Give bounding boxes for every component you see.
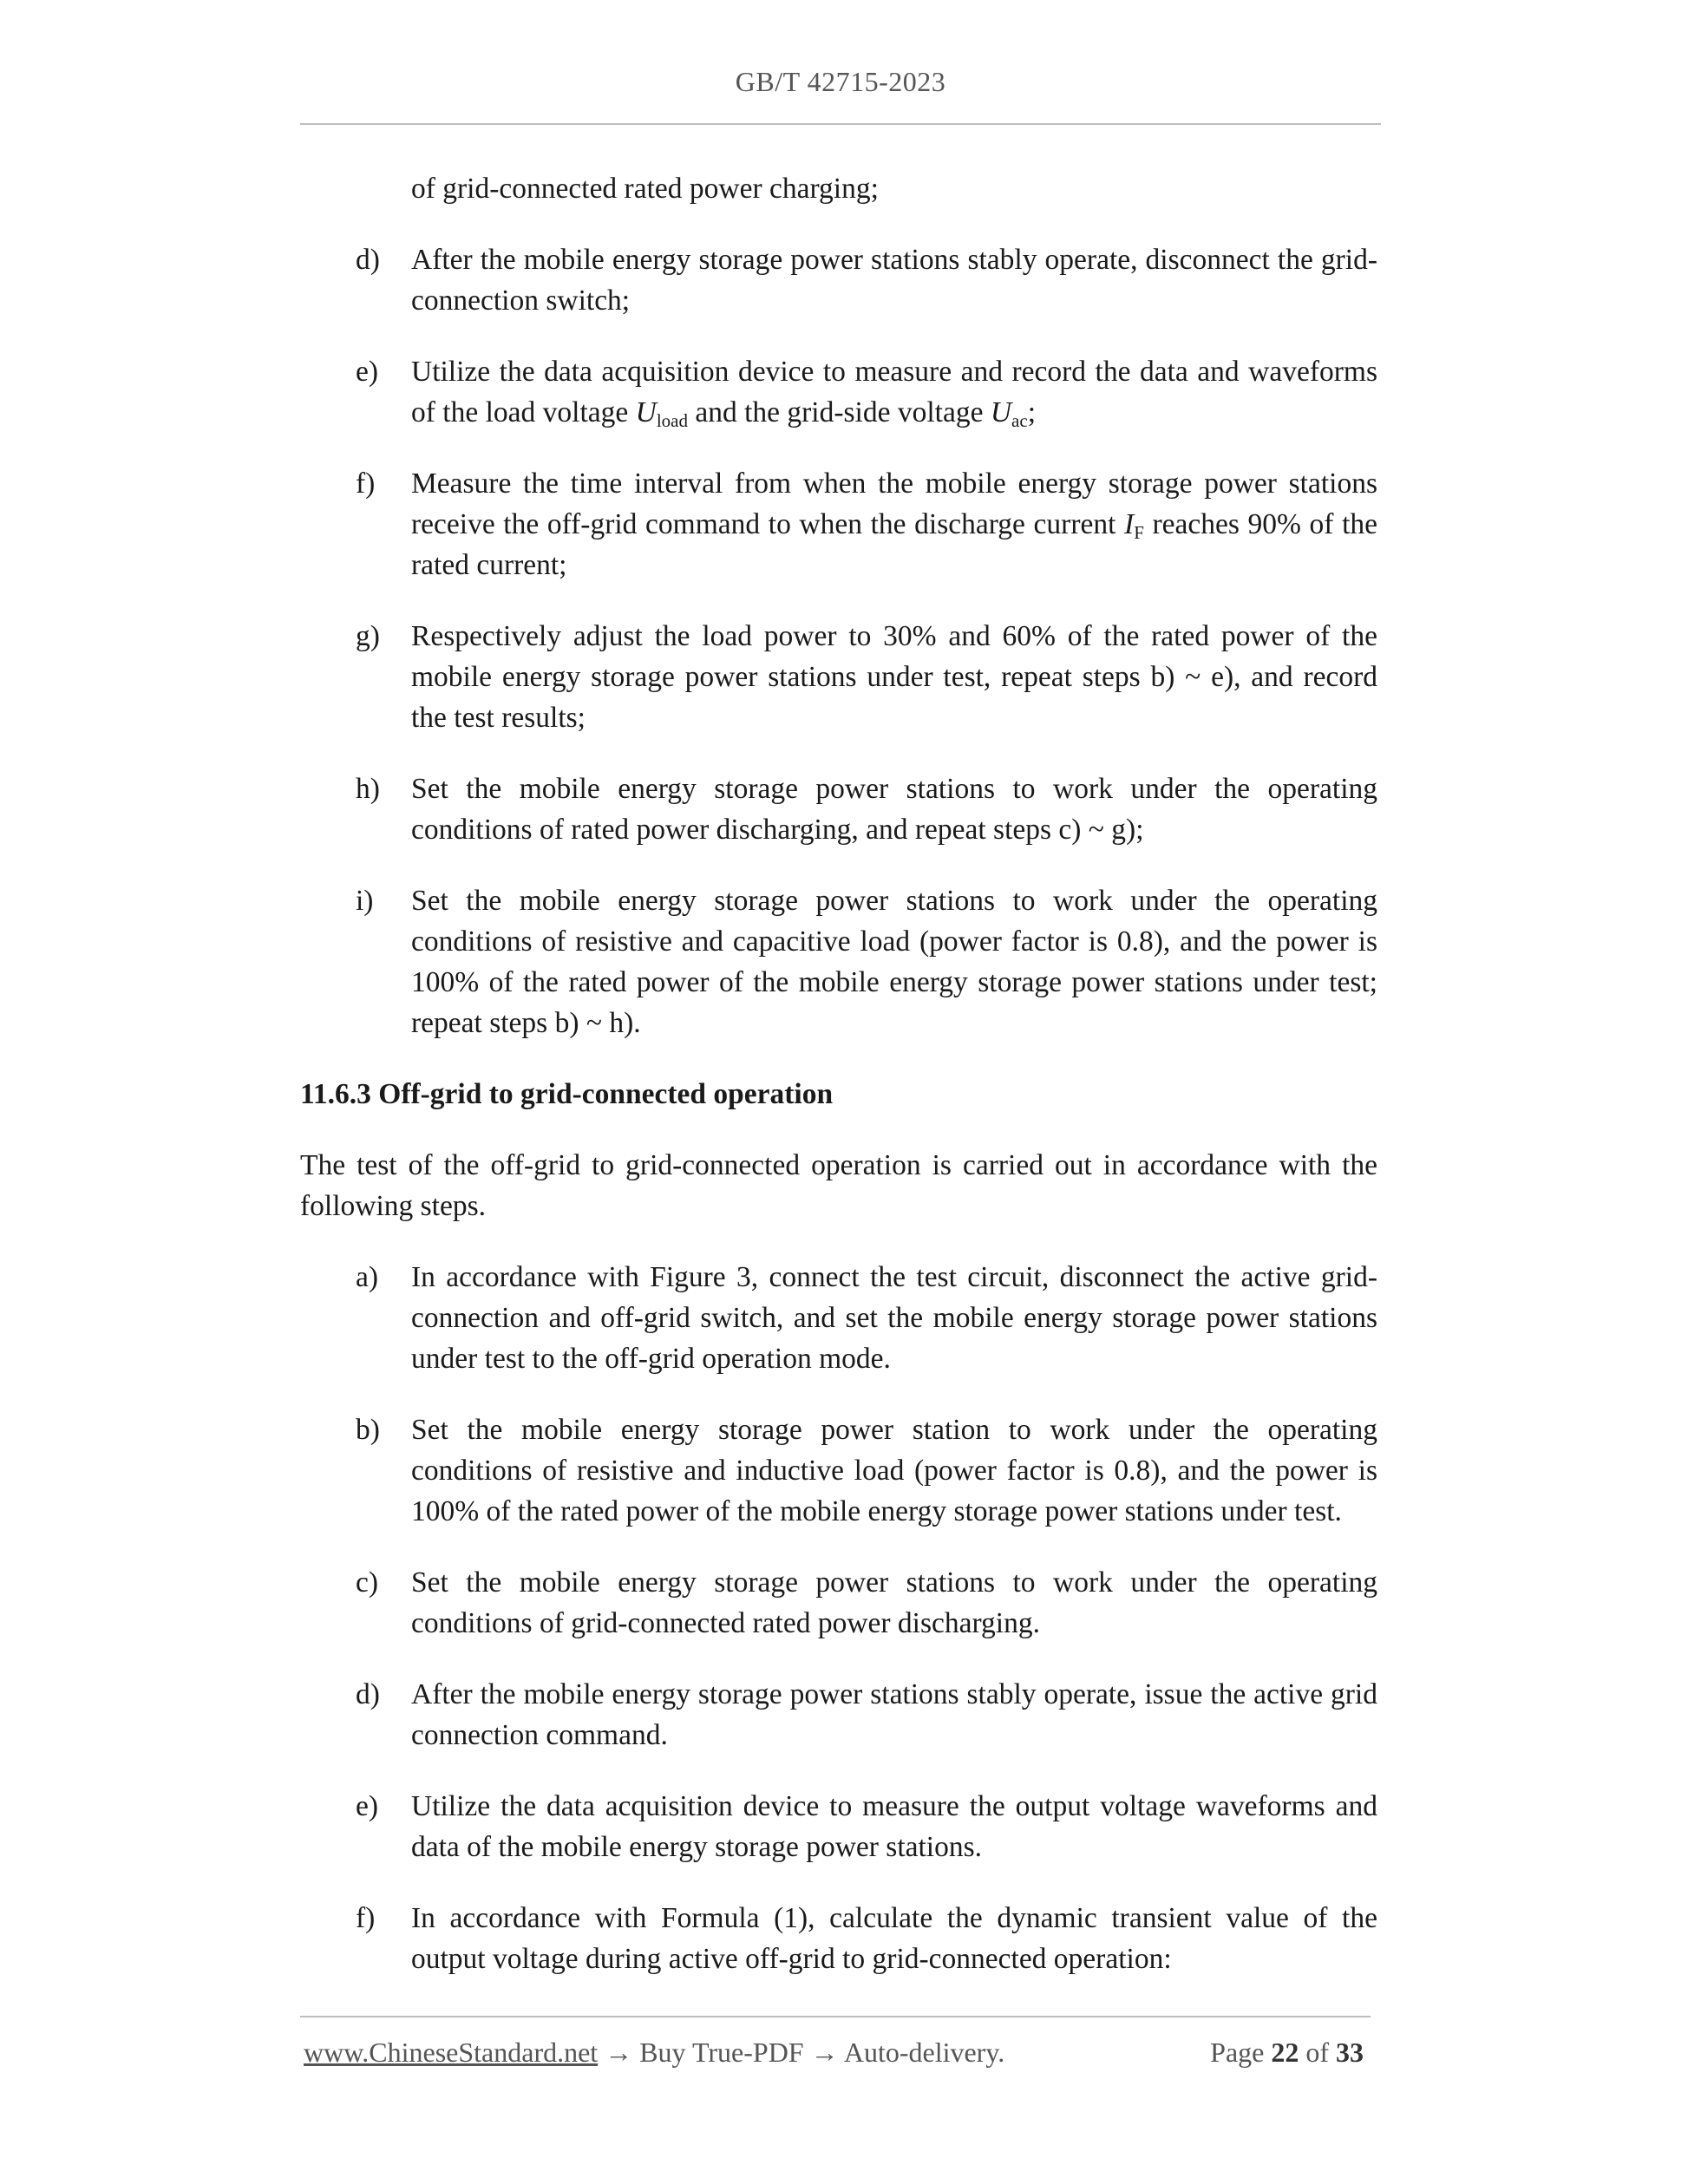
current-page: 22 bbox=[1271, 2037, 1299, 2068]
list-item-label: g) bbox=[356, 620, 380, 652]
variable-symbol: I bbox=[1124, 508, 1135, 540]
list-item-f2 bbox=[300, 1898, 1377, 1979]
list-item-label: b) bbox=[356, 1414, 380, 1446]
of-word: of bbox=[1299, 2037, 1336, 2068]
section-intro: The test of the off-grid to grid-connected operation is carried out in accordance with the following steps. bbox=[300, 1149, 1377, 1222]
list-item-text: In accordance with Figure 3, connect the test circuit, disconnect the active grid-connection and off-grid switch, and set the mobile energy storage power stations under test to the off-grid operation mode. bbox=[411, 1261, 1377, 1375]
footer-promo bbox=[304, 2037, 1004, 2069]
text-segment: Measure the time interval from when the mobile energy storage power stations receive the off-grid command to when the discharge current bbox=[411, 468, 1377, 540]
page-header: GB/T 42715-2023 bbox=[735, 66, 946, 97]
footer-divider bbox=[300, 2016, 1371, 2017]
list-item-g bbox=[300, 616, 1377, 738]
list-item-text: Utilize the data acquisition device to measure the output voltage waveforms and data of the mobile energy storage power stations. bbox=[411, 1790, 1377, 1863]
list-item-label: f) bbox=[356, 1902, 376, 1934]
list-item-text: Set the mobile energy storage power stations to work under the operating conditions of grid-connected rated power discharging. bbox=[411, 1566, 1377, 1639]
list-item-d bbox=[300, 239, 1377, 321]
page-body bbox=[300, 168, 1377, 2010]
list-item-label: d) bbox=[356, 1678, 380, 1710]
list-item-label: a) bbox=[356, 1261, 379, 1293]
variable-subscript: load bbox=[656, 410, 688, 431]
list-item-f bbox=[300, 463, 1377, 585]
list-item-text: Set the mobile energy storage power stations to work under the operating conditions of rated power discharging, and repeat steps c) ~ g); bbox=[411, 773, 1377, 846]
variable-subscript: F bbox=[1134, 522, 1144, 543]
variable-subscript: ac bbox=[1011, 410, 1028, 431]
list-item-label: h) bbox=[356, 773, 380, 805]
list-item-continued bbox=[300, 168, 1377, 209]
list-item-d2 bbox=[300, 1674, 1377, 1756]
list-item-i bbox=[300, 880, 1377, 1043]
list-item-label: c) bbox=[356, 1566, 379, 1599]
text-segment: Utilize the data acquisition device to measure and record the data and waveforms of the load voltage bbox=[411, 356, 1377, 428]
list-item-text: of grid-connected rated power charging; bbox=[411, 173, 879, 205]
header-divider bbox=[300, 123, 1381, 125]
list-item-label: e) bbox=[356, 1790, 379, 1822]
list-item-c bbox=[300, 1562, 1377, 1644]
list-item-text bbox=[411, 351, 1377, 433]
list-item-text: Set the mobile energy storage power stations to work under the operating conditions of resistive and capacitive load (power factor is 0.8), and the power is 100% of the rated power of the mobile energy storage power stations under test; repeat steps b) ~ h). bbox=[411, 885, 1377, 1039]
section-heading: 11.6.3 Off-grid to grid-connected operation bbox=[300, 1078, 834, 1110]
list-item-label: f) bbox=[356, 468, 376, 500]
list-item-text: Respectively adjust the load power to 30% and 60% of the rated power of the mobile energy storage power stations under test, repeat steps b) ~ e), and record the test results; bbox=[411, 620, 1377, 734]
list-item-text: In accordance with Formula (1), calculate the dynamic transient value of the output voltage during active off-grid to grid-connected operation: bbox=[411, 1902, 1377, 1975]
list-item-text: After the mobile energy storage power stations stably operate, disconnect the grid-connection switch; bbox=[411, 244, 1377, 317]
list-item-text: Set the mobile energy storage power station to work under the operating conditions of resistive and inductive load (power factor is 0.8), and the power is 100% of the rated power of the mobile energy storage power stations under test. bbox=[411, 1414, 1377, 1527]
list-item-a bbox=[300, 1257, 1377, 1379]
page-number bbox=[1210, 2037, 1364, 2069]
list-item-h bbox=[300, 768, 1377, 850]
list-item-e bbox=[300, 351, 1377, 433]
page-word: Page bbox=[1210, 2037, 1272, 2068]
list-item-label: d) bbox=[356, 244, 380, 276]
list-item-label: i) bbox=[356, 885, 374, 917]
list-item-text: After the mobile energy storage power stations stably operate, issue the active grid connection command. bbox=[411, 1678, 1377, 1751]
list-item-label: e) bbox=[356, 356, 379, 388]
variable-symbol: U bbox=[990, 396, 1012, 428]
total-pages: 33 bbox=[1336, 2037, 1364, 2068]
list-item-b bbox=[300, 1409, 1377, 1532]
list-item-e2 bbox=[300, 1786, 1377, 1867]
website-link[interactable]: www.ChineseStandard.net bbox=[304, 2037, 599, 2068]
text-segment: and the grid-side voltage bbox=[687, 396, 991, 428]
variable-symbol: U bbox=[635, 396, 657, 428]
list-item-text bbox=[411, 463, 1377, 585]
text-segment: reaches 90% of the rated current; bbox=[411, 508, 1378, 581]
footer-promo-text: → Buy True-PDF → Auto-delivery. bbox=[598, 2037, 1005, 2068]
text-segment: ; bbox=[1027, 396, 1037, 428]
